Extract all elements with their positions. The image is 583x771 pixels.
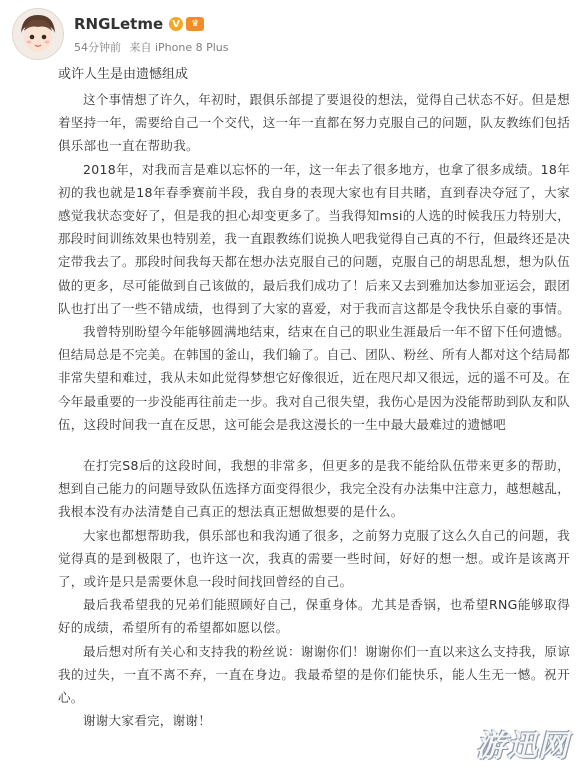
post-paragraph: 大家也都想帮助我，俱乐部也和我沟通了很多，之前努力克服了这么久自己的问题，我觉得真的是到极限了，也许这一次，我真的需要一些时间，好好的想一想。或许是该离开了，或许是只是需要休息一段时间找回曾经的自己。 [58, 527, 570, 590]
post-time[interactable]: 54分钟前 [74, 41, 121, 54]
username[interactable]: RNGLetme [74, 15, 164, 33]
verified-badge-icon: V [169, 17, 183, 31]
post-paragraph: 这个事情想了许久，年初时，跟俱乐部提了要退役的想法，觉得自己状态不好。但是想着坚持一年，需要给自己一个交代，这一年一直都在努力克服自己的问题，队友教练们包括俱乐部也一直在帮助我。 [58, 92, 571, 154]
post-paragraph: 2018年，对我而言是难以忘怀的一年，这一年去了很多地方，也拿了很多成绩。18年初的我也就是18年春季赛前半段，我自身的表现大家也有目共睹，直到春决夺冠了，大家感觉我状态变好了，但是我的担心却变更多了。当我得知msi的人选的时候我压力特别大，那段时间训练效果也特别差，我一直跟教练们说换人吧我觉得自己真的不行，但最终还是决定带我去了。那段时间我每天都在想办法克服自己的问题，克服自己的胡思乱想，想为队伍做的更多，尽可能做到自己该做的，最后我们成功了！后来又去到雅加达参加亚运会，跟团队也打出了一些不错成绩，也得到了大家的喜爱，对于我而言这都是令我快乐自豪的事情。 [58, 161, 571, 316]
post-paragraph: 在打完S8后的这段时间，我想的非常多，但更多的是我不能给队伍带来更多的帮助，想到自己能力的问题导致队伍选择方面变得很少，我完全没有办法集中注意力，越想越乱，我根本没有办法清楚自己真正的想法真正想做想要的是什么。 [58, 458, 571, 520]
avatar-cartoon-icon [13, 9, 63, 59]
post-paragraph: 最后想对所有关心和支持我的粉丝说：谢谢你们！谢谢你们一直以来这么支持我，原谅我的过失，一直不离不弃，一直在身边。我最希望的是你们能快乐，能人生无一憾。祝开心。 [58, 643, 570, 706]
post-closing: 谢谢大家看完，谢谢！ [83, 713, 212, 729]
post-meta [74, 39, 234, 55]
avatar[interactable] [12, 8, 64, 60]
name-row [74, 14, 204, 34]
post-header [12, 8, 572, 60]
post-paragraph: 我曾特别盼望今年能够圆满地结束，结束在自己的职业生涯最后一年不留下任何遗憾。但结局总是不完美。在韩国的釜山，我们输了。自己、团队、粉丝、所有人都对这个结局都非常失望和难过，我从未如此觉得梦想它好像很近，近在咫尺却又很远，远的遥不可及。在今年最重要的一步没能再往前走一步。我对自己很失望，我伤心是因为没能帮助到队友和队伍，这段时间我一直在反思，这可能会是我这漫长的一生中最大最难过的遗憾吧 [58, 324, 571, 432]
member-level-icon[interactable]: ♛ [186, 17, 204, 31]
post-content [58, 66, 570, 732]
site-watermark: 游迅网 [476, 729, 569, 764]
post-title: 或许人生是由遗憾组成 [58, 67, 189, 82]
post-source: 来自 iPhone 8 Plus [129, 41, 229, 54]
post-paragraph: 最后我希望我的兄弟们能照顾好自己，保重身体。尤其是香锅，也希望RNG能够取得好的成绩，希望所有的希望都如愿以偿。 [58, 597, 570, 636]
